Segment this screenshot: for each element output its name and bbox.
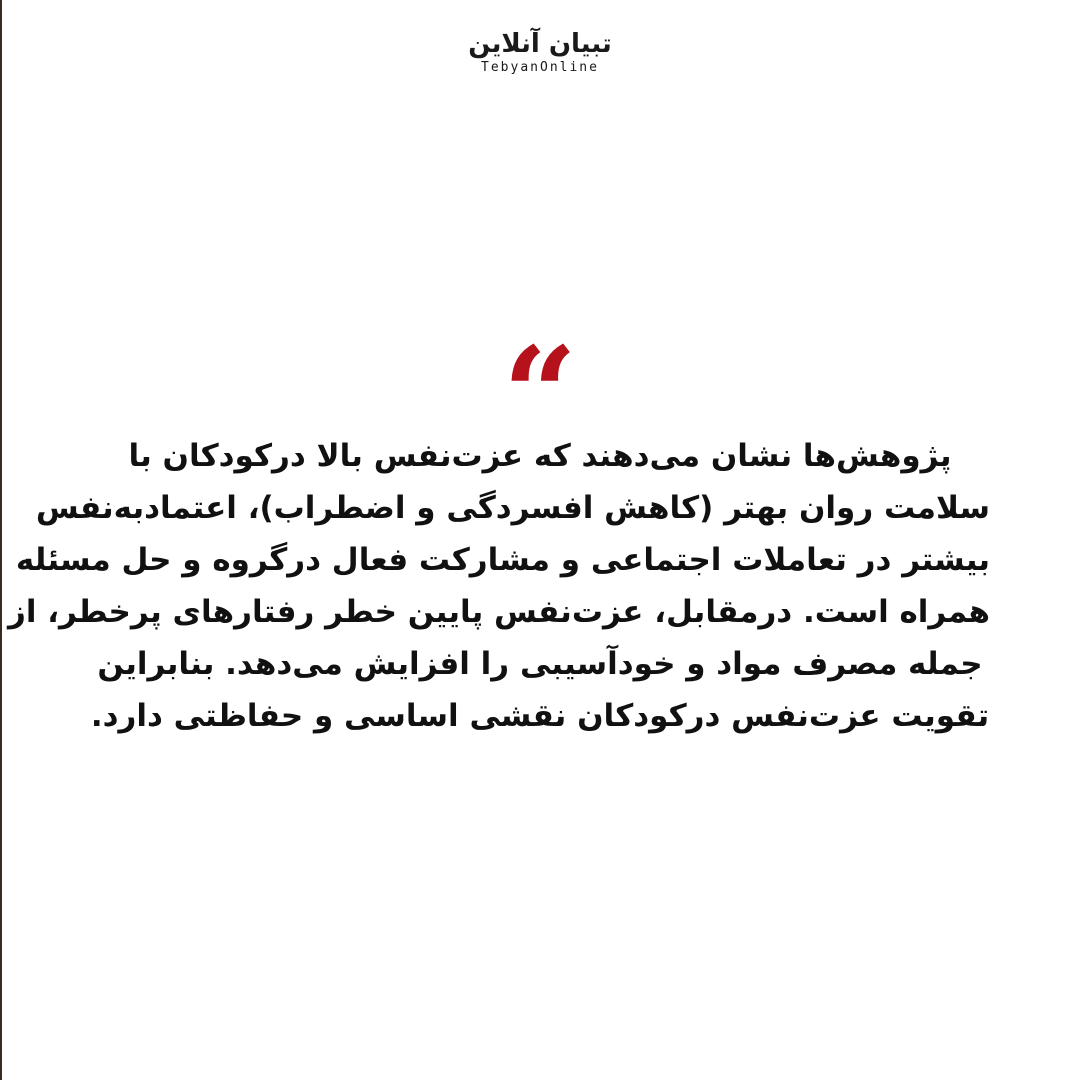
left-edge-border	[0, 0, 2, 1080]
quote-line-1: پژوهش‌ها نشان می‌دهند که عزت‌نفس بالا درکودکان با	[128, 438, 952, 474]
brand-name-persian: تبیان آنلاین	[468, 29, 612, 59]
brand-name-english: TebyanOnline	[481, 60, 599, 75]
quote-text	[7, 430, 990, 742]
quote-line-6: تقویت عزت‌نفس درکودکان نقشی اساسی و حفاظتی دارد.	[90, 698, 990, 734]
quote-line-3: بیشتر در تعاملات اجتماعی و مشارکت فعال درگروه و حل مسئله	[15, 542, 990, 578]
brand-logo	[0, 28, 1080, 76]
quote-line-4: همراه است. درمقابل، عزت‌نفس پایین خطر رفتارهای پرخطر، از	[7, 594, 990, 630]
quote-mark-icon: “	[502, 318, 578, 471]
quote-line-2: سلامت روان بهتر (کاهش افسردگی و اضطراب)، اعتمادبه‌نفس	[35, 490, 990, 526]
quote-line-5: جمله مصرف مواد و خودآسیبی را افزایش می‌دهد. بنابراین	[97, 646, 983, 682]
